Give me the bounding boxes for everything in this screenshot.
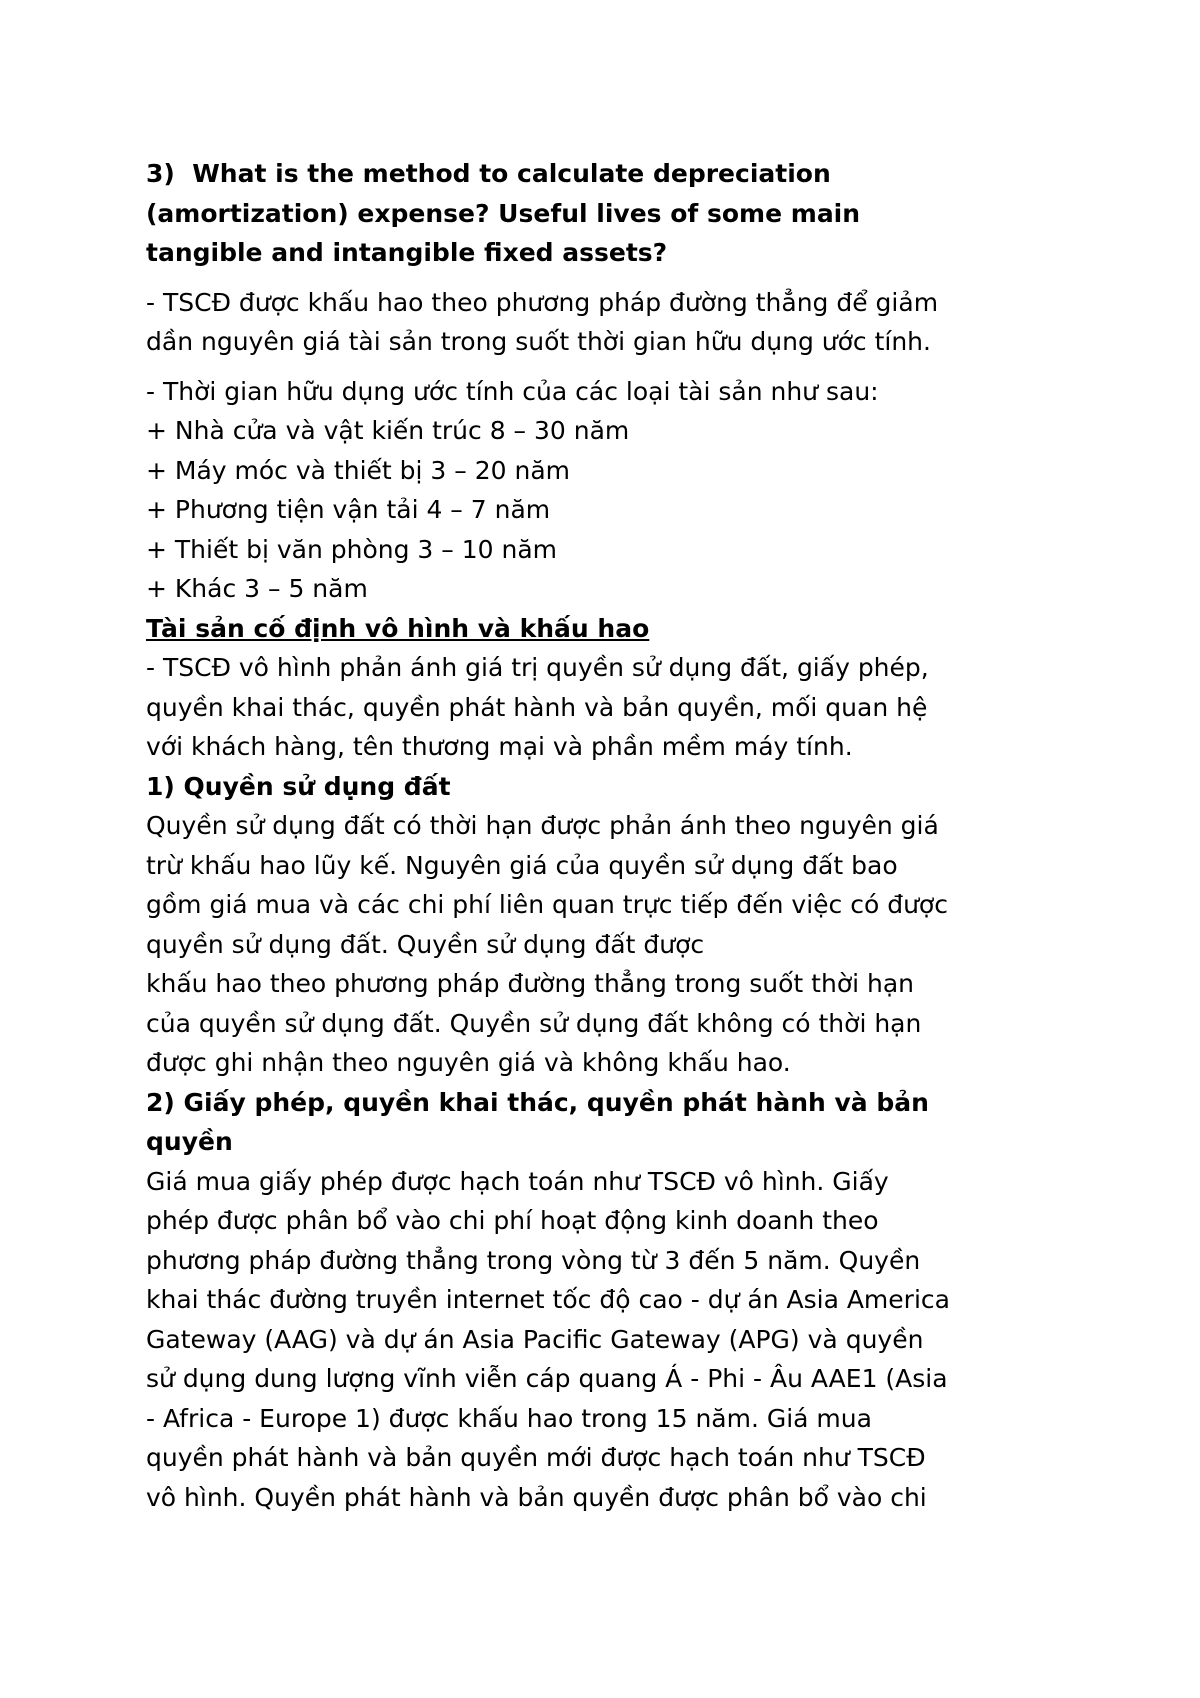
intangible-line: - TSCĐ vô hình phản ánh giá trị quyền sử dụng đất, giấy phép, bbox=[146, 653, 929, 682]
useful-life-item: + Nhà cửa và vật kiến trúc 8 – 30 năm bbox=[146, 416, 630, 445]
intangible-line: với khách hàng, tên thương mại và phần mềm máy tính. bbox=[146, 732, 853, 761]
intro-line: - TSCĐ được khấu hao theo phương pháp đường thẳng để giảm bbox=[146, 287, 939, 317]
document-page bbox=[146, 154, 1076, 1517]
land-rights-section bbox=[146, 767, 1076, 1083]
licenses-line: khai thác đường truyền internet tốc độ cao - dự án Asia America bbox=[146, 1285, 950, 1314]
licenses-line: quyền phát hành và bản quyền mới được hạch toán như TSCĐ bbox=[146, 1443, 926, 1472]
licenses-heading: quyền bbox=[146, 1127, 233, 1156]
licenses-line: Giá mua giấy phép được hạch toán như TSCĐ vô hình. Giấy bbox=[146, 1166, 889, 1196]
intangible-section bbox=[146, 609, 1076, 767]
licenses-line: - Africa - Europe 1) được khấu hao trong 15 năm. Giá mua bbox=[146, 1403, 872, 1433]
question-line: 3) What is the method to calculate depreciation bbox=[146, 159, 831, 188]
intro-line: dần nguyên giá tài sản trong suốt thời gian hữu dụng ước tính. bbox=[146, 327, 931, 356]
licenses-line: phương pháp đường thẳng trong vòng từ 3 đến 5 năm. Quyền bbox=[146, 1245, 921, 1275]
land-rights-heading: 1) Quyền sử dụng đất bbox=[146, 771, 451, 801]
land-rights-line: khấu hao theo phương pháp đường thẳng trong suốt thời hạn bbox=[146, 969, 915, 998]
land-rights-line: quyền sử dụng đất. Quyền sử dụng đất được bbox=[146, 929, 705, 959]
land-rights-line: Quyền sử dụng đất có thời hạn được phản ánh theo nguyên giá bbox=[146, 811, 939, 840]
land-rights-line: được ghi nhận theo nguyên giá và không khấu hao. bbox=[146, 1048, 791, 1077]
licenses-line: Gateway (AAG) và dự án Asia Pacific Gateway (APG) và quyền bbox=[146, 1324, 924, 1354]
useful-life-item: + Khác 3 – 5 năm bbox=[146, 574, 368, 603]
land-rights-line: trừ khấu hao lũy kế. Nguyên giá của quyền sử dụng đất bao bbox=[146, 850, 898, 880]
useful-life-item: + Phương tiện vận tải 4 – 7 năm bbox=[146, 495, 551, 524]
intro-paragraph bbox=[146, 283, 1076, 362]
licenses-line: phép được phân bổ vào chi phí hoạt động kinh doanh theo bbox=[146, 1206, 879, 1235]
question-heading bbox=[146, 154, 1076, 273]
intangible-line: quyền khai thác, quyền phát hành và bản quyền, mối quan hệ bbox=[146, 692, 928, 722]
licenses-line: vô hình. Quyền phát hành và bản quyền được phân bổ vào chi bbox=[146, 1482, 927, 1512]
intangible-section-title: Tài sản cố định vô hình và khấu hao bbox=[146, 613, 650, 643]
useful-lives-heading: - Thời gian hữu dụng ước tính của các loại tài sản như sau: bbox=[146, 376, 879, 406]
useful-lives-section bbox=[146, 372, 1076, 609]
useful-life-item: + Thiết bị văn phòng 3 – 10 năm bbox=[146, 534, 557, 564]
licenses-line: sử dụng dung lượng vĩnh viễn cáp quang Á - Phi - Âu AAE1 (Asia bbox=[146, 1364, 948, 1393]
useful-life-item: + Máy móc và thiết bị 3 – 20 năm bbox=[146, 455, 570, 485]
question-line: tangible and intangible fixed assets? bbox=[146, 238, 668, 267]
question-line: (amortization) expense? Useful lives of some main bbox=[146, 198, 861, 228]
land-rights-line: của quyền sử dụng đất. Quyền sử dụng đất không có thời hạn bbox=[146, 1008, 922, 1038]
licenses-heading: 2) Giấy phép, quyền khai thác, quyền phát hành và bản bbox=[146, 1087, 929, 1117]
land-rights-line: gồm giá mua và các chi phí liên quan trực tiếp đến việc có được bbox=[146, 890, 948, 919]
licenses-section bbox=[146, 1083, 1076, 1518]
